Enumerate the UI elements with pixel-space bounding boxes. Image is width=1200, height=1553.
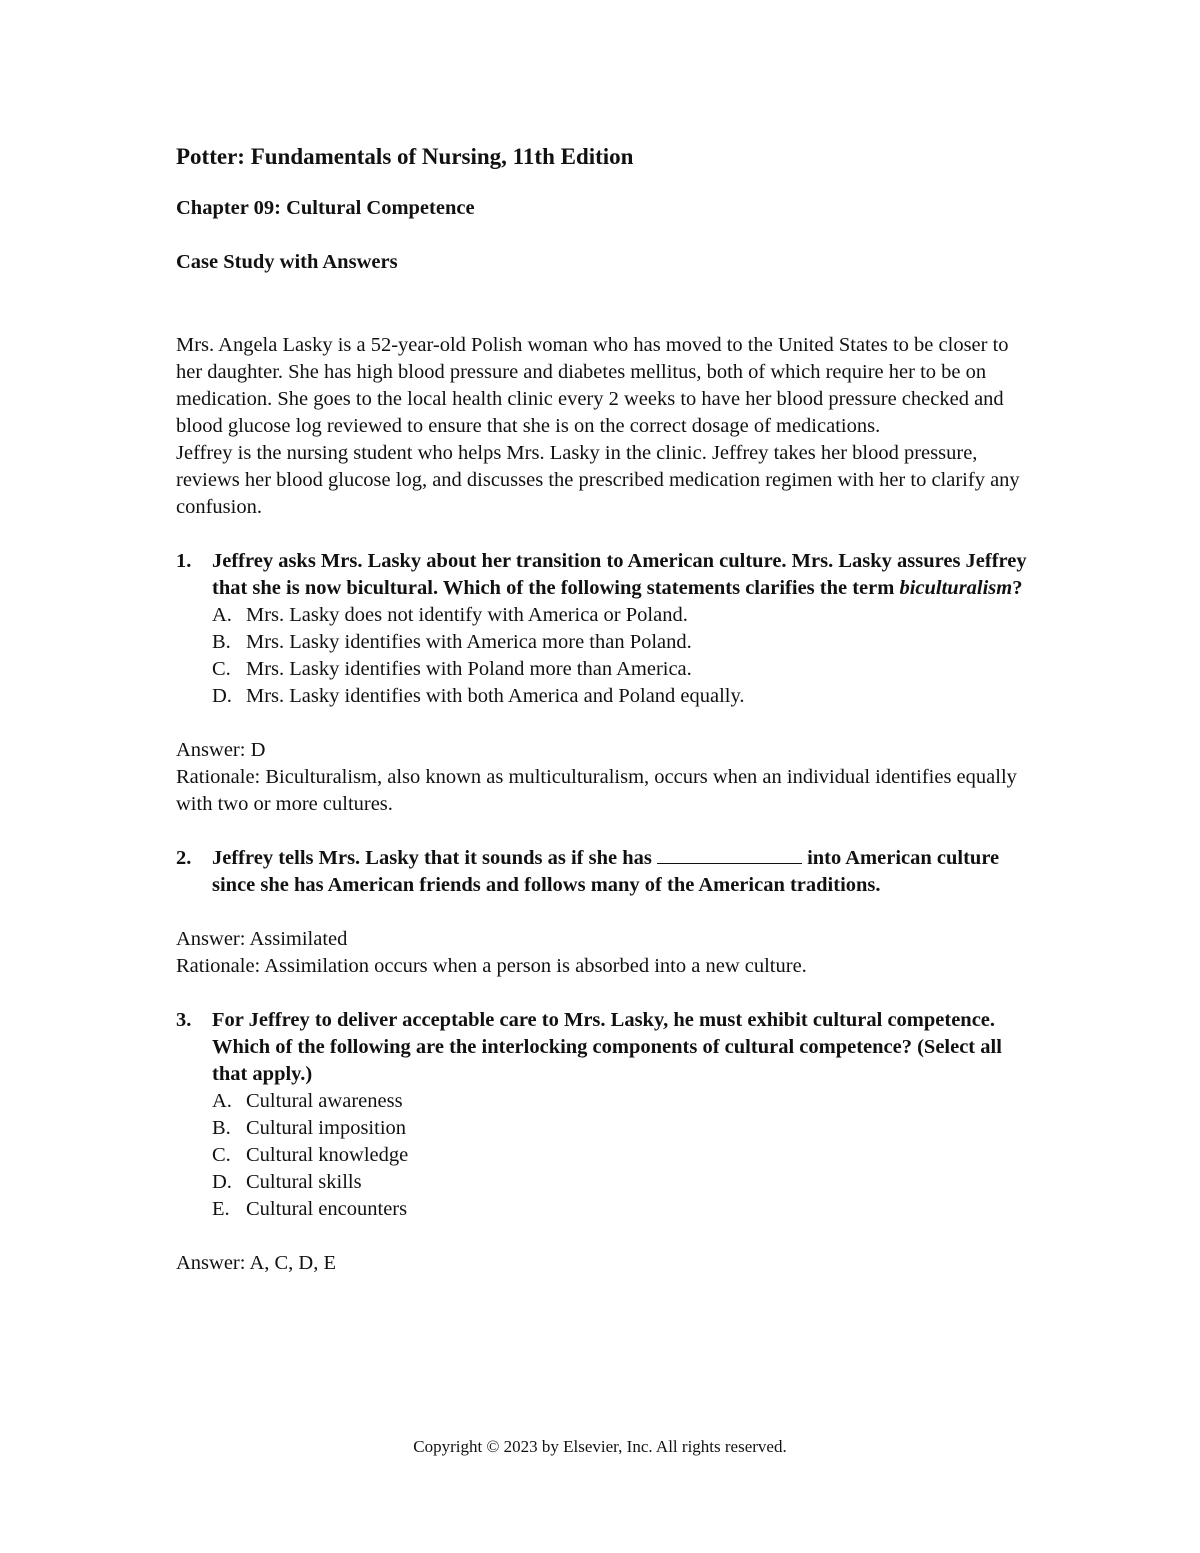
question-1-answer-block — [176, 737, 1036, 818]
question-2-answer-block — [176, 926, 1036, 980]
option-letter: E. — [212, 1198, 230, 1220]
option-text: Cultural encounters — [246, 1198, 408, 1220]
option-letter: C. — [212, 658, 231, 680]
question-2 — [176, 845, 1036, 899]
question-1-option-a — [212, 602, 1036, 629]
question-3-option-c — [212, 1142, 1036, 1169]
fill-in-blank — [657, 845, 802, 864]
question-1-text — [212, 548, 1036, 602]
case-study-intro — [176, 332, 1036, 521]
section-subtitle: Case Study with Answers — [176, 251, 398, 273]
question-3-answer: Answer: A, C, D, E — [176, 1252, 337, 1274]
question-3 — [176, 1007, 1036, 1223]
option-letter: C. — [212, 1144, 231, 1166]
question-1-rationale: Rationale: Biculturalism, also known as multiculturalism, occurs when an individual identifies equally with two or more cultures. — [176, 766, 1017, 815]
question-2-text-start: Jeffrey tells Mrs. Lasky that it sounds as if she has — [212, 847, 657, 869]
option-letter: D. — [212, 1171, 232, 1193]
question-3-number: 3. — [176, 1009, 192, 1031]
question-1-option-c — [212, 656, 1036, 683]
document-page — [176, 140, 1036, 1277]
document-title: Potter: Fundamentals of Nursing, 11th Edition — [176, 144, 634, 169]
question-2-number: 2. — [176, 847, 192, 869]
option-letter: B. — [212, 631, 231, 653]
question-1-text-start: Jeffrey asks Mrs. Lasky about her transition to American culture. Mrs. Lasky assures Jeffrey that she is now bicultural. Which of the following statements clarifies the term — [212, 550, 1027, 599]
question-1-answer: Answer: D — [176, 739, 266, 761]
intro-paragraph-2: Jeffrey is the nursing student who helps Mrs. Lasky in the clinic. Jeffrey takes her blood pressure, reviews her blood glucose log, and discusses the prescribed medication regimen with her to clarify any confusion. — [176, 442, 1020, 518]
question-2-text — [212, 845, 1036, 899]
option-text: Mrs. Lasky identifies with both America and Poland equally. — [246, 685, 745, 707]
question-3-option-d — [212, 1169, 1036, 1196]
option-text: Cultural imposition — [246, 1117, 407, 1139]
option-text: Mrs. Lasky does not identify with America or Poland. — [246, 604, 688, 626]
option-text: Cultural skills — [246, 1171, 362, 1193]
option-letter: B. — [212, 1117, 231, 1139]
question-3-stem — [176, 1007, 1036, 1088]
question-3-option-b — [212, 1115, 1036, 1142]
option-text: Cultural awareness — [246, 1090, 403, 1112]
question-3-option-e — [212, 1196, 1036, 1223]
question-2-answer: Answer: Assimilated — [176, 928, 348, 950]
question-1-term: biculturalism — [899, 577, 1013, 599]
question-1-text-end: ? — [1012, 577, 1023, 599]
question-3-answer-block — [176, 1250, 1036, 1277]
question-1 — [176, 548, 1036, 710]
option-letter: A. — [212, 604, 232, 626]
question-1-option-d — [212, 683, 1036, 710]
option-letter: A. — [212, 1090, 232, 1112]
question-1-number: 1. — [176, 550, 192, 572]
option-text: Mrs. Lasky identifies with America more than Poland. — [246, 631, 692, 653]
question-3-options — [176, 1088, 1036, 1223]
intro-paragraph-1: Mrs. Angela Lasky is a 52-year-old Polish woman who has moved to the United States to be closer to her daughter. She has high blood pressure and diabetes mellitus, both of which require her to be on medication. She goes to the local health clinic every 2 weeks to have her blood pressure checked and blood glucose log reviewed to ensure that she is on the correct dosage of medications. — [176, 334, 1009, 437]
question-1-stem — [176, 548, 1036, 602]
question-2-stem — [176, 845, 1036, 899]
option-text: Cultural knowledge — [246, 1144, 409, 1166]
question-2-text-end: into American culture since she has American friends and follows many of the American traditions. — [212, 847, 1000, 896]
option-letter: D. — [212, 685, 232, 707]
question-3-option-a — [212, 1088, 1036, 1115]
question-1-option-b — [212, 629, 1036, 656]
question-3-text: For Jeffrey to deliver acceptable care to Mrs. Lasky, he must exhibit cultural competence. Which of the following are the interlocking components of cultural competence? (Select all that apply.) — [212, 1009, 1002, 1085]
chapter-heading: Chapter 09: Cultural Competence — [176, 197, 475, 219]
copyright-footer: Copyright © 2023 by Elsevier, Inc. All rights reserved. — [413, 1437, 787, 1456]
question-2-rationale: Rationale: Assimilation occurs when a person is absorbed into a new culture. — [176, 955, 807, 977]
question-1-options — [176, 602, 1036, 710]
option-text: Mrs. Lasky identifies with Poland more than America. — [246, 658, 692, 680]
